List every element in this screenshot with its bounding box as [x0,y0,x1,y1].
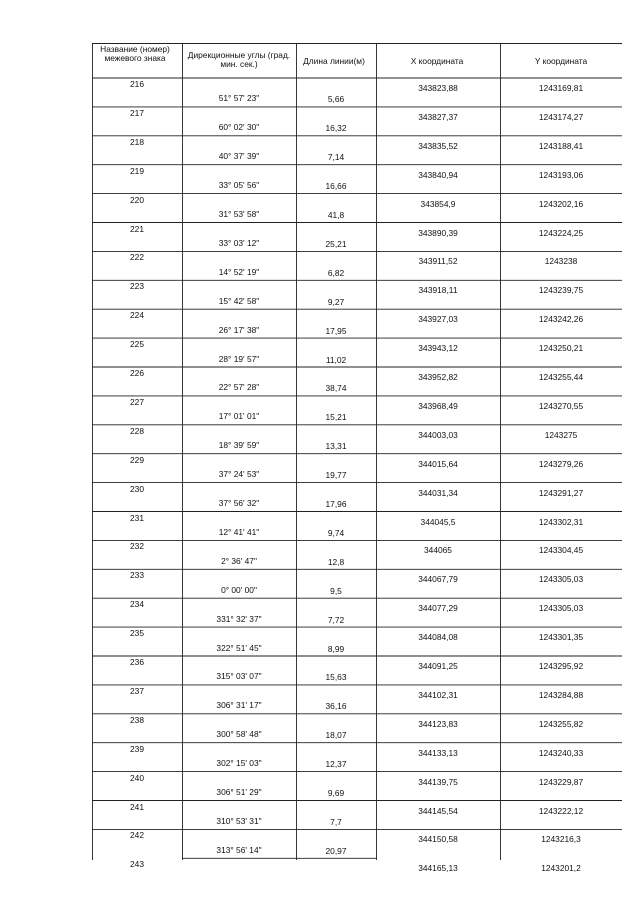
point-name: 218 [130,136,144,147]
y-coordinate: 1243295,92 [538,661,584,671]
y-coordinate: 1243279,26 [538,458,584,469]
x-coordinate: 343911,52 [418,256,458,267]
line-length: 9,5 [330,585,342,596]
point-name: 242 [130,830,144,841]
x-coordinate: 344150,58 [418,834,458,845]
point-name: 221 [130,223,144,234]
point-name: 240 [130,772,144,783]
point-name: 229 [130,454,144,465]
y-coordinate: 1243301,35 [538,632,584,643]
x-coordinate: 344139,75 [418,776,458,787]
y-coordinate: 1243239,75 [538,285,584,296]
x-coordinate: 344067,79 [418,574,458,585]
direction-angle: 12° 41' 41" [218,526,260,537]
line-length: 9,27 [327,296,345,307]
direction-angle: 60° 02' 30" [218,122,260,133]
x-coordinate: 343840,94 [418,169,458,180]
line-length: 7,14 [327,152,345,163]
direction-angle: 300° 58' 48" [216,729,262,740]
header-name: Название (номер) межевого знака [100,44,170,63]
y-coordinate: 1243304,45 [538,545,584,556]
x-coordinate: 344133,13 [418,747,458,758]
point-name: 230 [130,483,144,494]
direction-angle: 315° 03' 07" [216,671,262,682]
point-name: 232 [130,541,144,552]
direction-angle: 37° 24' 53" [218,469,260,480]
y-coordinate: 1243255,82 [538,718,584,729]
x-coordinate: 343952,82 [418,372,458,382]
point-name: 227 [130,396,144,407]
line-length: 36,16 [325,701,347,712]
direction-angle: 2° 36' 47" [221,555,257,566]
x-coordinate: 344145,54 [418,805,458,816]
point-name: 236 [130,657,144,667]
point-name: 238 [130,714,144,725]
x-coordinate: 343823,88 [418,83,458,93]
direction-angle: 313° 56' 14" [216,844,262,855]
header-length: Длина линии(м) [303,56,365,66]
x-coordinate: 344003,03 [418,429,458,440]
point-name: 226 [130,368,144,378]
direction-angle: 18° 39' 59" [218,440,260,451]
line-length: 38,74 [325,383,347,394]
line-length: 17,95 [325,325,347,336]
line-length: 9,74 [327,527,345,538]
line-length: 5,66 [327,94,345,105]
x-coordinate: 344031,34 [418,487,458,498]
coordinates-table [92,43,622,874]
line-length: 16,32 [325,123,347,134]
point-name: 219 [130,165,144,176]
y-coordinate: 1243201,2 [541,863,581,874]
x-coordinate: 344091,25 [418,661,458,671]
direction-angle: 322° 51' 45" [216,642,262,653]
x-coordinate: 344045,5 [420,516,456,527]
direction-angle: 14° 52' 19" [218,266,260,277]
direction-angle: 331° 32' 37" [216,613,262,624]
direction-angle: 28° 19' 57" [218,353,260,364]
y-coordinate: 1243174,27 [538,111,584,122]
x-coordinate: 344123,83 [418,718,458,729]
x-coordinate: 343918,11 [418,285,458,296]
y-coordinate: 1243270,55 [538,400,584,411]
line-length: 25,21 [325,238,347,249]
x-coordinate: 343927,03 [418,314,458,325]
direction-angle: 51° 57' 23" [218,93,260,104]
direction-angle: 40° 37' 39" [218,151,260,162]
x-coordinate: 343890,39 [418,227,458,238]
y-coordinate: 1243305,03 [538,574,584,585]
line-length: 17,96 [325,499,347,510]
point-name: 223 [130,281,144,292]
point-name: 220 [130,194,144,205]
point-name: 235 [130,628,144,639]
point-name: 233 [130,570,144,581]
x-coordinate: 344065 [424,545,452,556]
x-coordinate: 343968,49 [418,400,458,411]
y-coordinate: 1243216,3 [541,834,581,845]
header-y: Y координата [534,56,588,66]
point-name: 225 [130,339,144,350]
x-coordinate: 344165,13 [418,863,458,874]
line-length: 19,77 [325,470,347,481]
direction-angle: 26° 17' 38" [218,324,260,335]
header-angle: Дирекционные углы (град. мин. сек.) [187,50,291,69]
line-length: 20,97 [325,845,347,856]
direction-angle: 33° 05' 56" [218,180,260,191]
x-coordinate: 343854,9 [420,198,456,209]
line-length: 41,8 [327,210,345,221]
line-length: 8,99 [327,643,345,654]
line-length: 9,69 [327,788,345,799]
y-coordinate: 1243240,33 [538,747,584,758]
line-length: 7,72 [327,614,345,625]
point-name: 239 [130,743,144,754]
y-coordinate: 1243242,26 [538,314,584,325]
point-name: 231 [130,512,144,523]
y-coordinate: 1243291,27 [538,487,584,498]
point-name: 243 [130,859,144,870]
direction-angle: 302° 15' 03" [216,758,262,769]
x-coordinate: 344077,29 [418,603,458,614]
x-coordinate: 344015,64 [418,458,458,469]
y-coordinate: 1243224,25 [538,227,584,238]
point-name: 222 [130,252,144,263]
direction-angle: 0° 00' 00" [221,584,257,595]
line-length: 12,8 [327,556,345,567]
line-length: 12,37 [325,759,347,770]
y-coordinate: 1243255,44 [538,372,584,382]
y-coordinate: 1243284,88 [538,689,584,700]
x-coordinate: 343943,12 [418,343,458,354]
point-name: 216 [130,79,144,89]
x-coordinate: 343835,52 [418,140,458,151]
y-coordinate: 1243238 [544,256,578,267]
line-length: 16,66 [325,181,347,192]
point-name: 234 [130,599,144,610]
y-coordinate: 1243222,12 [538,805,584,816]
point-name: 237 [130,685,144,696]
line-length: 13,31 [325,441,347,452]
x-coordinate: 343827,37 [418,111,458,122]
direction-angle: 31° 53' 58" [218,209,260,220]
y-coordinate: 1243188,41 [538,140,584,151]
direction-angle: 17° 01' 01" [218,411,260,422]
direction-angle: 22° 57' 28" [218,382,260,393]
line-length: 15,63 [325,672,347,683]
direction-angle: 306° 51' 29" [216,787,262,798]
point-name: 241 [130,801,144,812]
point-name: 217 [130,107,144,118]
y-coordinate: 1243229,87 [538,776,584,787]
direction-angle: 15° 42' 58" [218,295,260,306]
line-length: 18,07 [325,730,347,741]
line-length: 6,82 [327,267,345,278]
x-coordinate: 344084,08 [418,632,458,643]
line-length: 11,02 [325,354,347,365]
x-coordinate: 344102,31 [418,689,458,700]
line-length: 7,7 [330,816,342,827]
header-x: X координата [410,56,464,66]
direction-angle: 33° 03' 12" [218,237,260,248]
y-coordinate: 1243250,21 [538,343,584,354]
y-coordinate: 1243202,16 [538,198,584,209]
y-coordinate: 1243193,06 [538,169,584,180]
point-name: 228 [130,425,144,436]
line-length: 15,21 [325,412,347,423]
direction-angle: 37° 56' 32" [218,498,260,509]
y-coordinate: 1243275 [544,429,578,440]
y-coordinate: 1243302,31 [538,516,584,527]
y-coordinate: 1243169,81 [538,83,584,93]
point-name: 224 [130,310,144,321]
direction-angle: 306° 31' 17" [216,700,262,711]
y-coordinate: 1243305,03 [538,603,584,614]
direction-angle: 310° 53' 31" [216,815,262,826]
